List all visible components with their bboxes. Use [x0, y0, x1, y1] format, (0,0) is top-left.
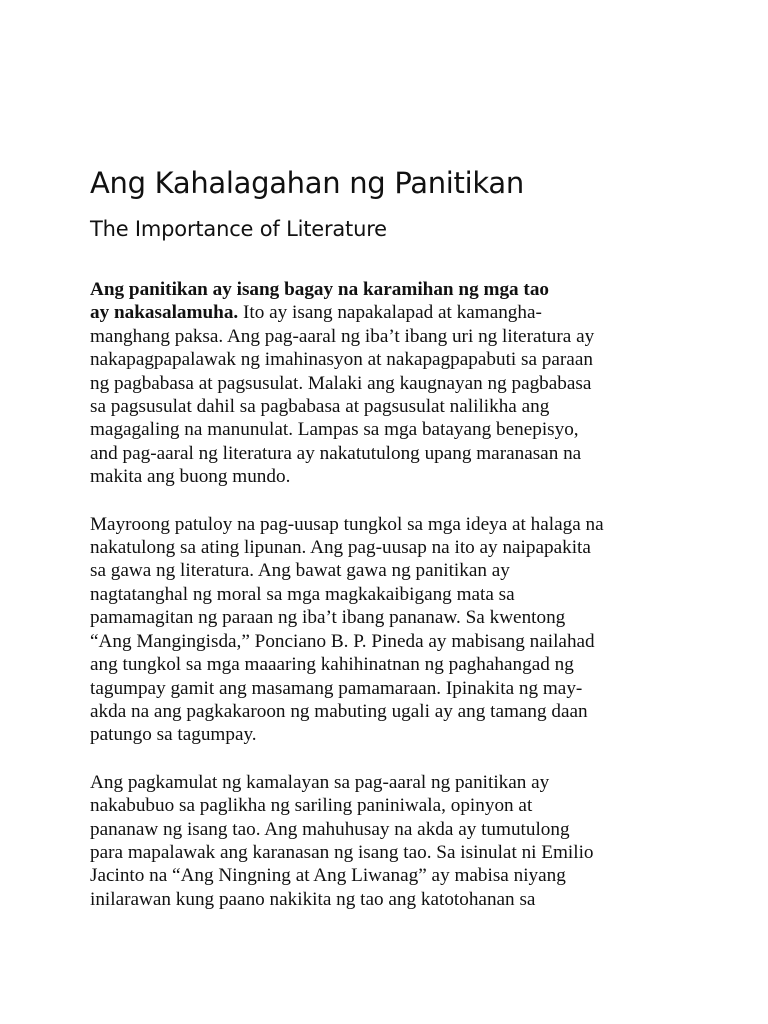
- paragraph-3-line: para mapalawak ang karanasan ng isang tao. Sa isinulat ni Emilio: [90, 841, 594, 863]
- paragraph-1: [90, 278, 690, 489]
- document-page: [90, 160, 690, 911]
- paragraph-1-line: magagaling na manunulat. Lampas sa mga batayang benepisyo,: [90, 419, 579, 441]
- paragraph-2-line: nagtatanghal ng moral sa mga magkakaibigang mata sa: [90, 583, 515, 605]
- paragraph-2-line: akda na ang pagkakaroon ng mabuting ugali ay ang tamang daan: [90, 700, 588, 722]
- paragraph-2-line: patungo sa tagumpay.: [90, 724, 257, 746]
- paragraph-1-line: [90, 301, 690, 324]
- paragraph-1-line: manghang paksa. Ang pag-aaral ng iba’t ibang uri ng literatura ay: [90, 325, 595, 347]
- paragraph-2-line: sa gawa ng literatura. Ang bawat gawa ng panitikan ay: [90, 560, 510, 582]
- paragraph-1-bold-lead: ay nakasalamuha.: [90, 302, 239, 324]
- paragraph-1-line: and pag-aaral ng literatura ay nakatutulong upang maranasan na: [90, 442, 582, 464]
- page-subtitle: The Importance of Literature: [90, 217, 387, 241]
- paragraph-2-line: pamamagitan ng paraan ng iba’t ibang pananaw. Sa kwentong: [90, 607, 566, 629]
- paragraph-2-line: tagumpay gamit ang masamang pamamaraan. Ipinakita ng may-: [90, 677, 583, 699]
- paragraph-1-line: ng pagbabasa at pagsusulat. Malaki ang kaugnayan ng pagbabasa: [90, 372, 592, 394]
- paragraph-3: [90, 771, 690, 911]
- paragraph-1-line: sa pagsusulat dahil sa pagbabasa at pagsusulat nalilikha ang: [90, 396, 550, 418]
- paragraph-3-line: Jacinto na “Ang Ningning at Ang Liwanag” ay mabisa niyang: [90, 865, 566, 887]
- paragraph-3-line: pananaw ng isang tao. Ang mahuhusay na akda ay tumutulong: [90, 818, 570, 840]
- paragraph-1-line: nakapagpapalawak ng imahinasyon at nakapagpapabuti sa paraan: [90, 349, 593, 371]
- paragraph-3-line: nakabubuo sa paglikha ng sariling paniniwala, opinyon at: [90, 795, 533, 817]
- paragraph-2-line: ang tungkol sa mga maaaring kahihinatnan ng paghahangad ng: [90, 654, 574, 676]
- paragraph-2-line: nakatulong sa ating lipunan. Ang pag-uusap na ito ay naipapakita: [90, 537, 591, 559]
- paragraph-1-line: makita ang buong mundo.: [90, 466, 291, 488]
- page-title: Ang Kahalagahan ng Panitikan: [90, 166, 524, 200]
- paragraph-2: [90, 513, 690, 747]
- paragraph-3-line: Ang pagkamulat ng kamalayan sa pag-aaral ng panitikan ay: [90, 771, 550, 793]
- paragraph-1-text: Ito ay isang napakalapad at kamangha-: [238, 302, 542, 324]
- paragraph-1-bold-lead: Ang panitikan ay isang bagay na karamihan ng mga tao: [90, 279, 550, 300]
- paragraph-2-line: Mayroong patuloy na pag-uusap tungkol sa mga ideya at halaga na: [90, 513, 604, 535]
- paragraph-3-line: inilarawan kung paano nakikita ng tao ang katotohanan sa: [90, 888, 536, 910]
- paragraph-2-line: “Ang Mangingisda,” Ponciano B. P. Pineda ay mabisang nailahad: [90, 630, 595, 652]
- paragraph-1-line: [90, 278, 690, 301]
